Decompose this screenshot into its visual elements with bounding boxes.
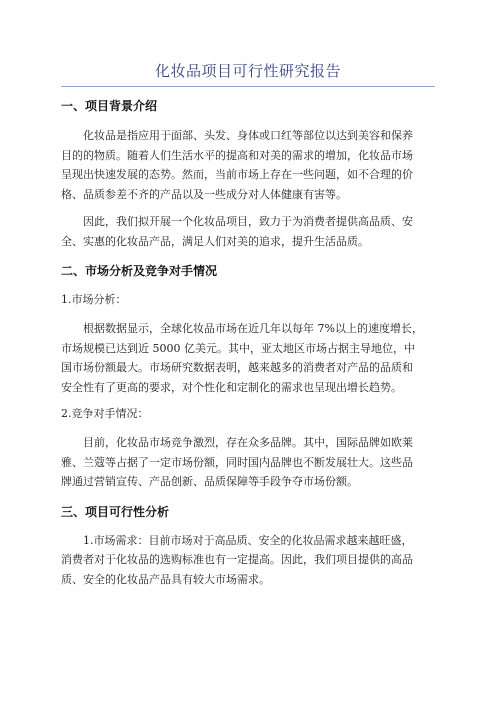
text-line: 安全性有了更高的要求，对个性化和定制化的需求也呈现出增长趋势。 — [61, 380, 402, 394]
title-divider — [61, 86, 435, 87]
paragraph-feasibility — [61, 531, 441, 590]
text-line: 质、安全的化妆品产品具有较大市场需求。 — [61, 572, 270, 586]
text-line: 牌通过营销宣传、产品创新、品质保障等手段争夺市场份额。 — [61, 475, 358, 488]
document-body — [61, 96, 441, 589]
text-line: 1.市场需求：目前市场对于高品质、安全的化妆品需求越来越旺盛， — [83, 533, 413, 547]
text-line: 目前，化妆品市场竞争激烈，存在众多品牌。其中，国际品牌如欧莱 — [83, 436, 413, 449]
text-line: 呈现出快速发展的态势。然而，当前市场上存在一些问题，如不合理的价 — [61, 168, 413, 181]
section-heading-feasibility: 三、项目可行性分析 — [61, 504, 170, 519]
text-line: 国市场份额最大。市场研究数据表明，越来越多的消费者对产品的品质和 — [61, 361, 413, 374]
document-title: 化妆品项目可行性研究报告 — [154, 62, 341, 80]
text-line: 根据数据显示，全球化妆品市场在近几年以每年 7%以上的速度增长， — [83, 322, 423, 335]
text-line: 全、实惠的化妆品产品，满足人们对美的追求，提升生活品质。 — [61, 234, 369, 248]
section-heading-market: 二、市场分析及竞争对手情况 — [61, 264, 218, 278]
text-line: 目的的物质。随着人们生活水平的提高和对美的需求的增加，化妆品市场 — [61, 148, 413, 162]
subsection-label-competitors: 2.竞争对手情况： — [61, 407, 149, 420]
subsection-label-market-analysis: 1.市场分析： — [61, 293, 127, 306]
paragraph-market-analysis — [61, 319, 441, 397]
paragraph-background-1 — [61, 126, 441, 204]
section-heading-background: 一、项目背景介绍 — [61, 99, 158, 113]
text-line: 雅、兰蔻等占据了一定市场份额，同时国内品牌也不断发展壮大。这些品 — [61, 455, 413, 469]
text-line: 格、品质参差不齐的产品以及一些成分对人体健康有害等。 — [61, 187, 347, 201]
paragraph-competitors — [61, 433, 441, 492]
paragraph-background-2 — [61, 212, 441, 251]
text-line: 化妆品是指应用于面部、头发、身体或口红等部位以达到美容和保养 — [83, 129, 413, 142]
text-line: 市场规模已达到近 5000 亿美元。其中，亚太地区市场占据主导地位，中 — [61, 341, 415, 355]
text-line: 因此，我们拟开展一个化妆品项目，致力于为消费者提供高品质、安 — [83, 215, 413, 228]
text-line: 消费者对于化妆品的选购标准也有一定提高。因此，我们项目提供的高品 — [61, 553, 413, 566]
